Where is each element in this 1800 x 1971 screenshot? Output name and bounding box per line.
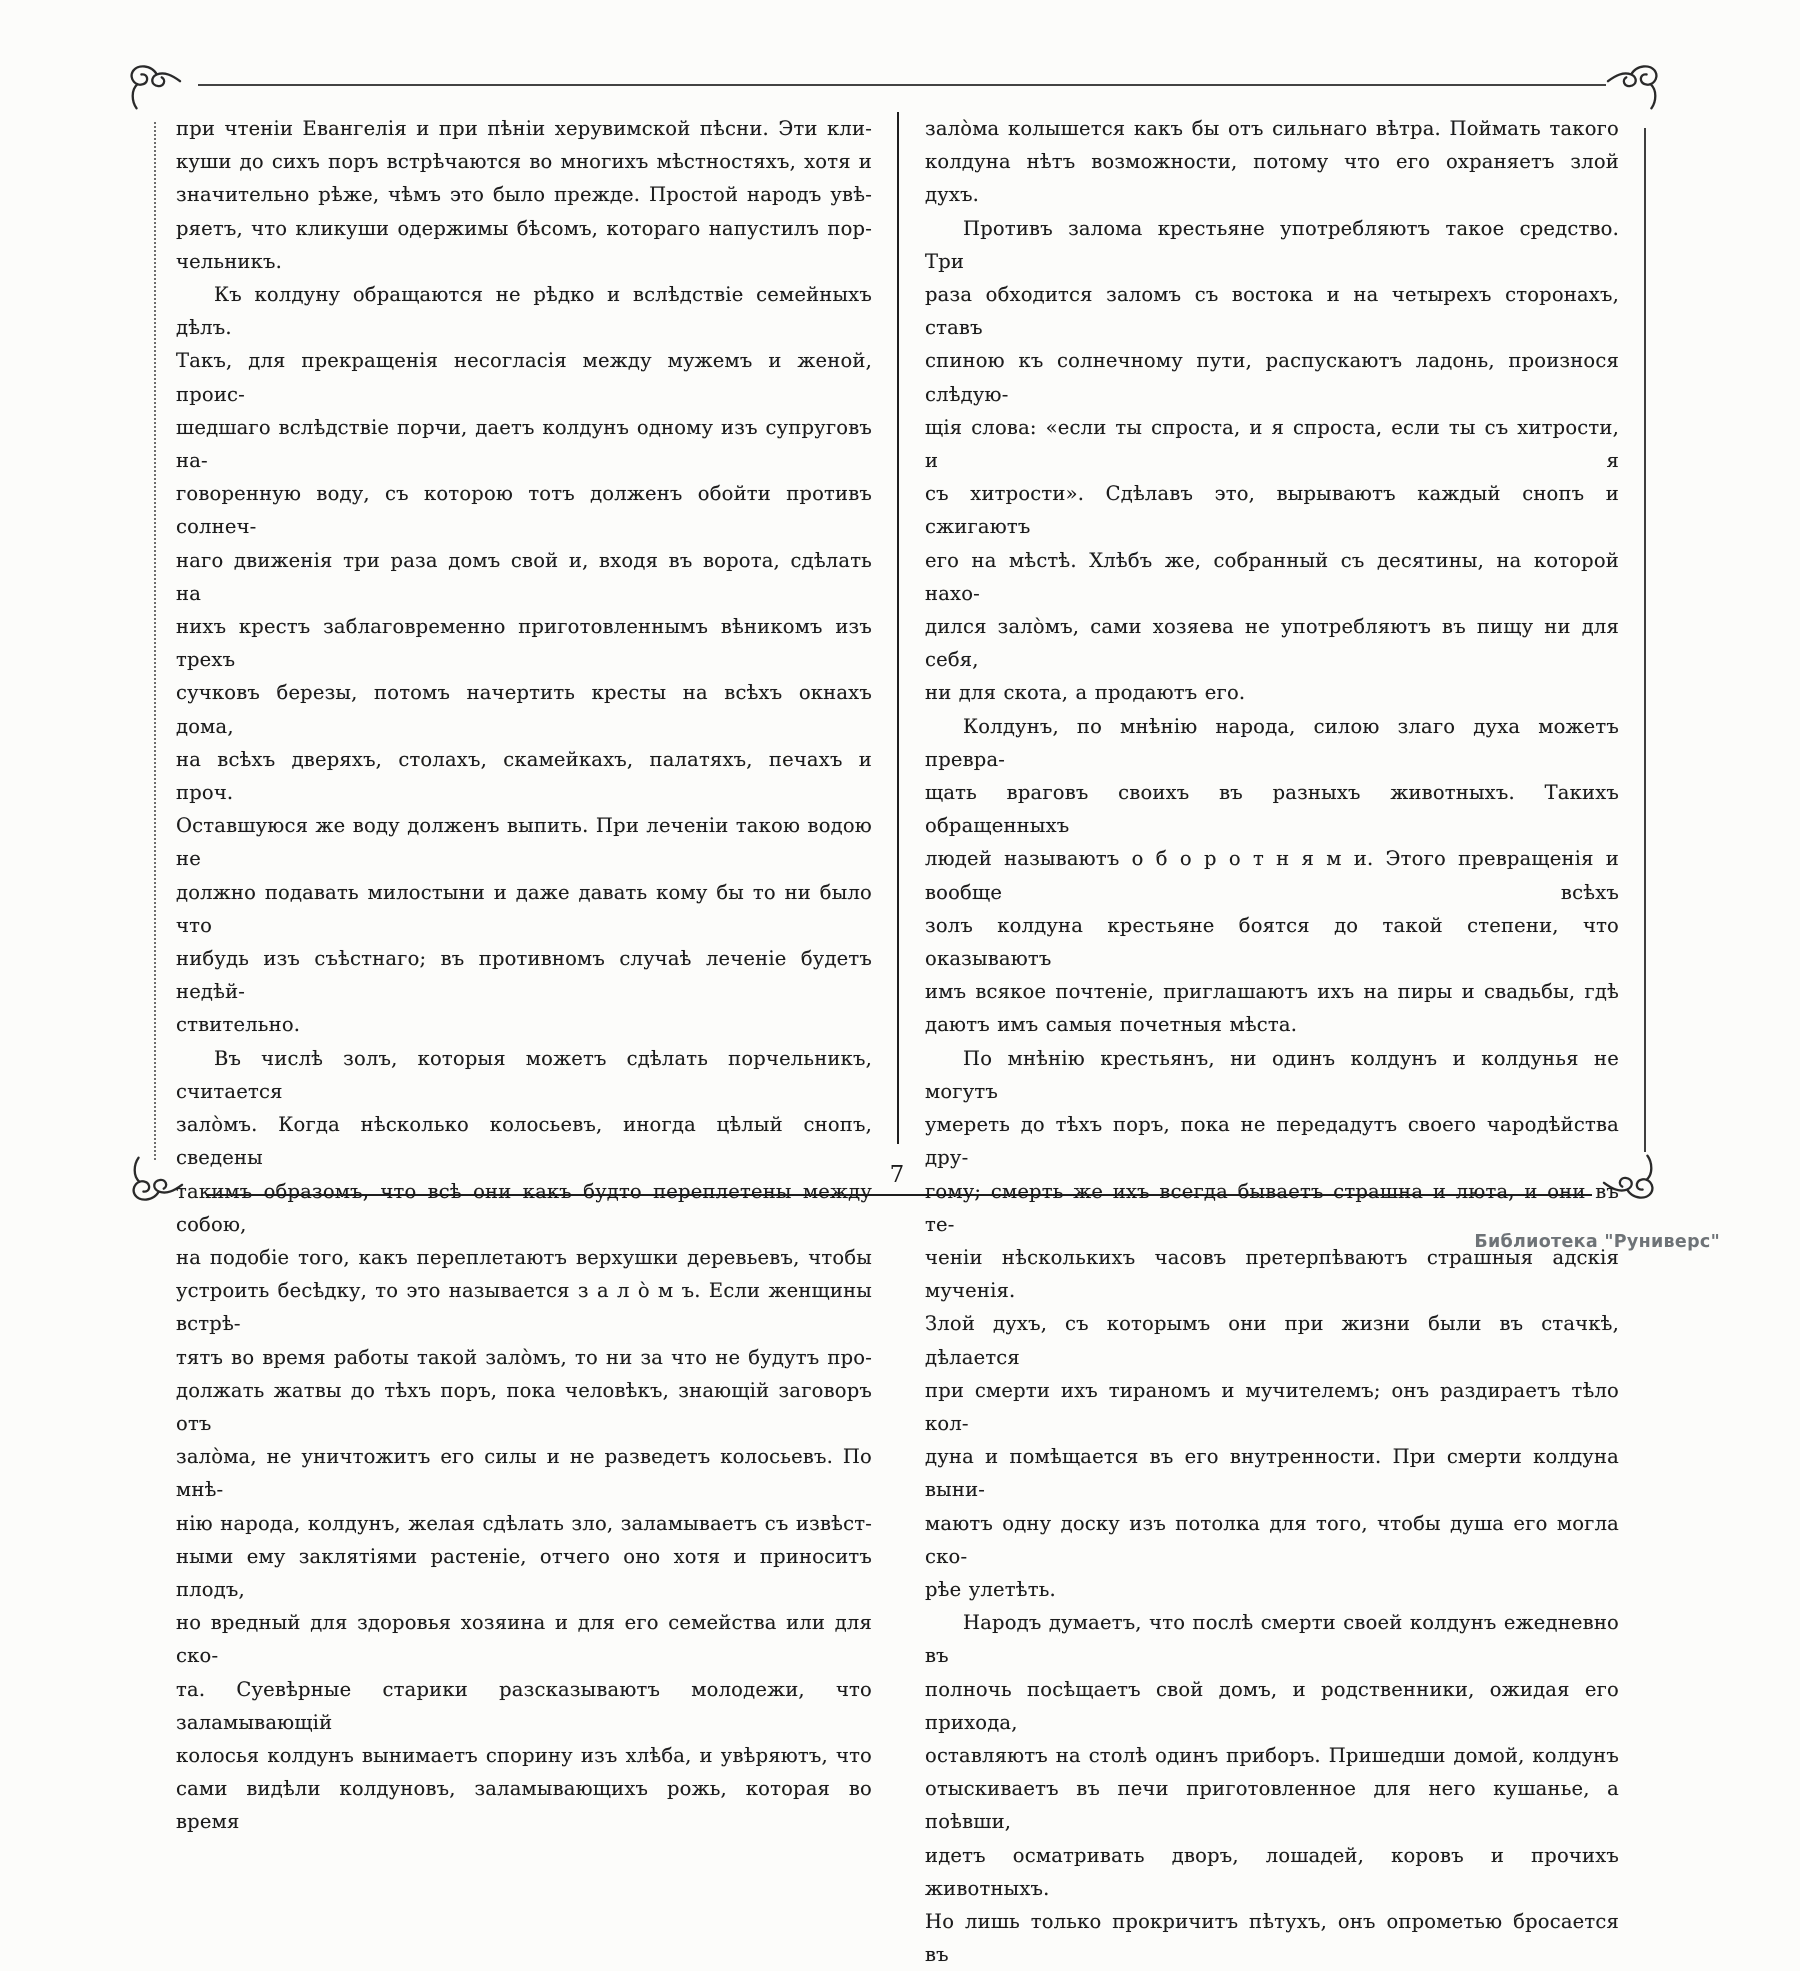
text-line: ни для скота, а продаютъ его. <box>925 681 1246 705</box>
text-column-left <box>176 112 872 1839</box>
page-number: 7 <box>889 1162 905 1188</box>
text-line: тятъ во время работы такой зало̀мъ, то ни за что не будутъ про- <box>176 1345 872 1369</box>
text-line: оставляютъ на столѣ одинъ приборъ. Пришедши домой, колдунъ <box>925 1743 1619 1767</box>
text-line: чельникъ. <box>176 249 283 273</box>
text-line: значительно рѣже, чѣмъ это было прежде. Простой народъ увѣ- <box>176 183 872 207</box>
text-line: нихъ крестъ заблаговременно приготовленнымъ вѣникомъ изъ трехъ <box>176 615 872 672</box>
text-line: Къ колдуну обращаются не рѣдко и вслѣдствіе семейныхъ дѣлъ. <box>176 283 872 340</box>
text-line: сами видѣли колдуновъ, заламывающихъ рожь, которая во время <box>176 1777 872 1834</box>
text-line: нибудь изъ съѣстнаго; въ противномъ случаѣ леченіе будетъ недѣй- <box>176 947 872 1004</box>
text-line: на подобіе того, какъ переплетаютъ верхушки деревьевъ, чтобы <box>176 1245 872 1269</box>
text-line: его на мѣстѣ. Хлѣбъ же, собранный съ десятины, на которой нахо- <box>925 548 1619 605</box>
text-line: Злой духъ, съ которымъ они при жизни были въ стачкѣ, дѣлается <box>925 1312 1619 1369</box>
text-line: при смерти ихъ тираномъ и мучителемъ; онъ раздираетъ тѣло кол- <box>925 1378 1619 1435</box>
text-line: идетъ осматривать дворъ, лошадей, коровъ и прочихъ животныхъ. <box>925 1843 1619 1900</box>
text-line: та. Суевѣрные старики разсказываютъ молодежи, что заламывающій <box>176 1677 872 1734</box>
text-line: говоренную воду, съ которою тотъ долженъ обойти противъ солнеч- <box>176 482 872 539</box>
text-column-right <box>925 112 1619 1971</box>
text-line: при чтеніи Евангелія и при пѣніи херувимской пѣсни. Эти кли- <box>176 117 872 140</box>
text-line: зало̀ма, не уничтожитъ его силы и не разведетъ колосьевъ. По мнѣ- <box>176 1445 872 1502</box>
text-line: ряетъ, что кликуши одержимы бѣсомъ, котораго напустилъ пор- <box>176 216 872 240</box>
text-line: ченіи нѣсколькихъ часовъ претерпѣваютъ страшныя адскія мученія. <box>925 1245 1619 1303</box>
library-watermark: Библиотека "Руниверс" <box>1474 1232 1720 1252</box>
text-line: колосья колдунъ вынимаетъ спорину изъ хлѣба, и увѣряютъ, что <box>176 1743 872 1767</box>
text-line: съ хитрости». Сдѣлавъ это, вырываютъ каждый снопъ и сжигаютъ <box>925 482 1619 539</box>
text-line: отыскиваетъ въ печи приготовленное для него кушанье, а поѣвши, <box>925 1777 1619 1834</box>
text-line: Оставшуюся же воду долженъ выпить. При леченіи такою водою не <box>176 814 872 871</box>
column-divider <box>897 112 899 1144</box>
text-line: имъ всякое почтеніе, приглашаютъ ихъ на пиры и свадьбы, гдѣ <box>925 980 1619 1004</box>
text-line: колдуна нѣтъ возможности, потому что его охраняетъ злой духъ. <box>925 150 1619 207</box>
page-border-top <box>198 84 1606 86</box>
text-line: рѣе улетѣть. <box>925 1577 1056 1601</box>
text-line: ными ему заклятіями растеніе, отчего оно хотя и приноситъ плодъ, <box>176 1544 872 1601</box>
text-line: ствительно. <box>176 1013 301 1037</box>
text-line: спиною къ солнечному пути, распускаютъ ладонь, произнося слѣдую- <box>925 349 1619 406</box>
text-line: Но лишь только прокричитъ пѣтухъ, онъ опрометью бросается въ <box>925 1909 1619 1967</box>
text-line: такимъ образомъ, что всѣ они какъ будто переплетены между собою, <box>176 1179 872 1236</box>
text-line: Противъ залома крестьяне употребляютъ такое средство. Три <box>925 216 1619 273</box>
text-line: но вредный для здоровья хозяина и для его семейства или для ско- <box>176 1611 872 1668</box>
text-line: Такъ, для прекращенія несогласія между мужемъ и женой, проис- <box>176 349 872 406</box>
text-line: куши до сихъ поръ встрѣчаются во многихъ мѣстностяхъ, хотя и <box>176 150 872 174</box>
text-line: на всѣхъ дверяхъ, столахъ, скамейкахъ, палатяхъ, печахъ и проч. <box>176 747 872 805</box>
text-line: щать враговъ своихъ въ разныхъ животныхъ. Такихъ обращенныхъ <box>925 781 1619 838</box>
text-line: Колдунъ, по мнѣнію народа, силою злаго духа можетъ превра- <box>925 714 1619 771</box>
text-line: наго движенія три раза домъ свой и, входя въ ворота, сдѣлать на <box>176 548 872 605</box>
corner-scroll-ornament-icon <box>1606 58 1664 116</box>
text-line: нію народа, колдунъ, желая сдѣлать зло, заламываетъ съ извѣст- <box>176 1511 872 1535</box>
text-line: полночь посѣщаетъ свой домъ, и родственники, ожидая его прихода, <box>925 1677 1619 1734</box>
text-line: щія слова: «если ты спроста, и я спроста, если ты съ хитрости, и я <box>925 415 1619 473</box>
text-line: должать жатвы до тѣхъ поръ, пока человѣкъ, знающій заговоръ отъ <box>176 1378 872 1435</box>
text-line: раза обходится заломъ съ востока и на четырехъ сторонахъ, ставъ <box>925 283 1619 340</box>
text-line: шедшаго вслѣдствіе порчи, даетъ колдунъ одному изъ супруговъ на- <box>176 415 872 473</box>
text-line: маютъ одну доску изъ потолка для того, чтобы душа его могла ско- <box>925 1511 1619 1568</box>
text-line: дуна и помѣщается въ его внутренности. При смерти колдуна выни- <box>925 1445 1619 1502</box>
text-line: дился зало̀мъ, сами хозяева не употребляютъ въ пищу ни для себя, <box>925 615 1619 672</box>
text-line: умереть до тѣхъ поръ, пока не передадутъ своего чародѣйства дру- <box>925 1113 1619 1170</box>
text-line: гому; смерть же ихъ всегда бываетъ страшна и люта, и они въ те- <box>925 1179 1619 1236</box>
text-line: зало̀ма колышется какъ бы отъ сильнаго вѣтра. Поймать такого <box>925 117 1619 140</box>
text-line: Въ числѣ золъ, которыя можетъ сдѣлать порчельникъ, считается <box>176 1046 872 1103</box>
text-line: золъ колдуна крестьяне боятся до такой степени, что оказываютъ <box>925 913 1619 971</box>
text-line: людей называютъ о б о р о т н я м и. Этого превращенія и вообще всѣхъ <box>925 847 1619 904</box>
text-line: даютъ имъ самыя почетныя мѣста. <box>925 1013 1298 1037</box>
text-line: должно подавать милостыни и даже давать кому бы то ни было что <box>176 880 872 937</box>
page-border-left <box>154 122 156 1160</box>
text-line: сучковъ березы, потомъ начертить кресты на всѣхъ окнахъ дома, <box>176 681 872 738</box>
corner-scroll-ornament-icon <box>124 58 182 116</box>
text-line: зало̀мъ. Когда нѣсколько колосьевъ, иногда цѣлый снопъ, сведены <box>176 1113 872 1170</box>
text-line: По мнѣнію крестьянъ, ни одинъ колдунъ и колдунья не могутъ <box>925 1046 1619 1103</box>
text-line: Народъ думаетъ, что послѣ смерти своей колдунъ ежедневно въ <box>925 1611 1619 1668</box>
text-line: устроить бесѣдку, то это называется з а л о̀ м ъ. Если женщины встрѣ- <box>176 1279 872 1336</box>
page-border-right <box>1644 128 1646 1152</box>
